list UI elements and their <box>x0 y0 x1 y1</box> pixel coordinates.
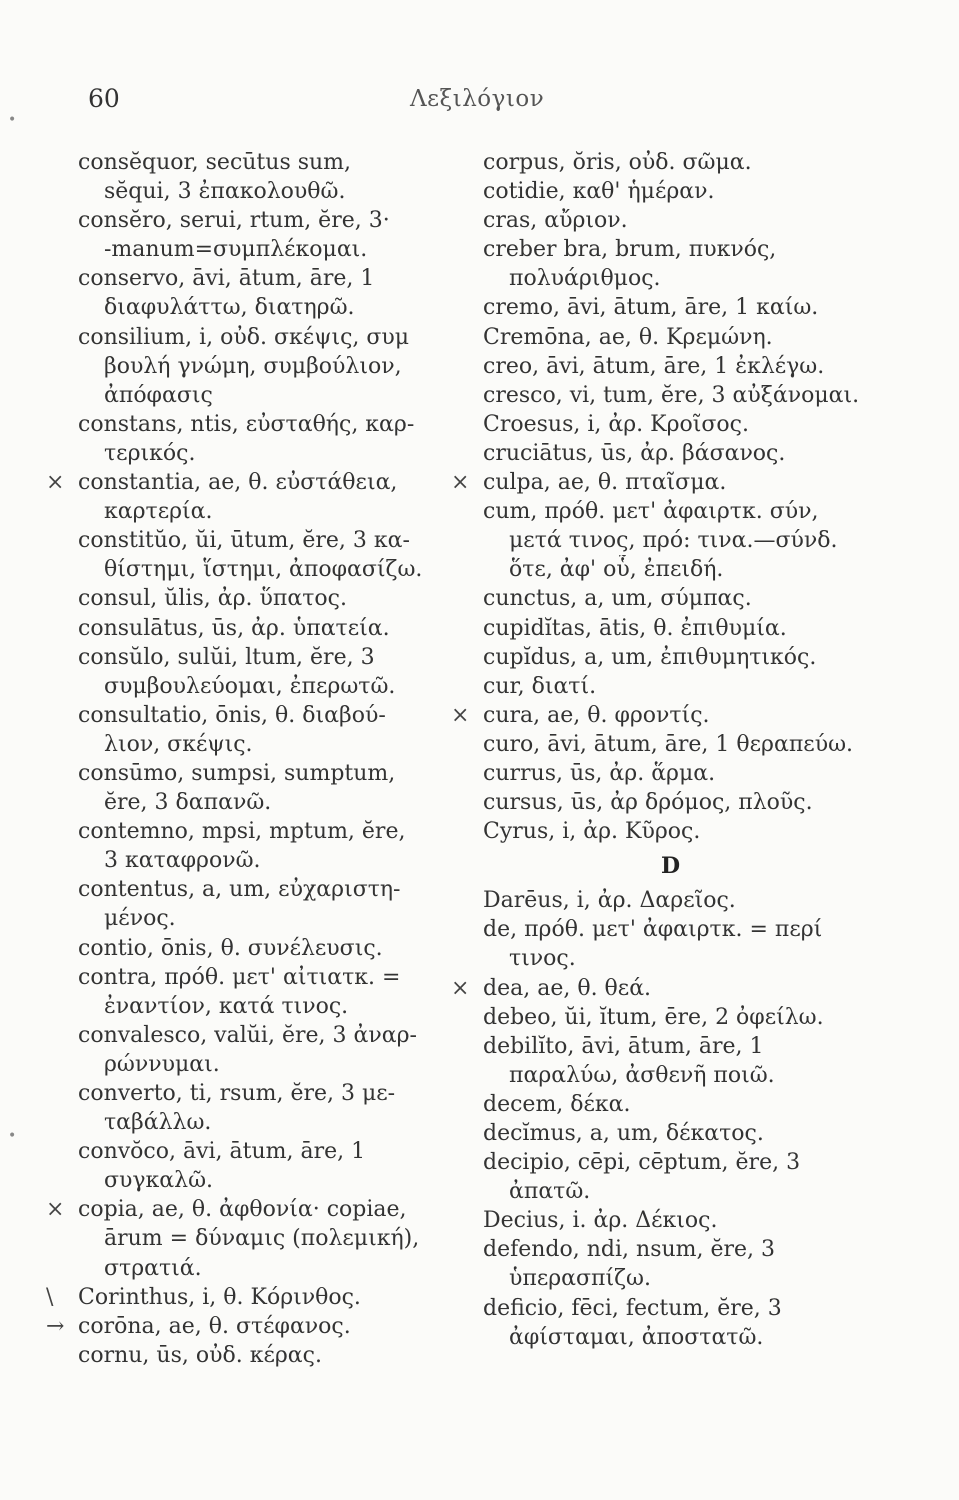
dictionary-entry <box>78 1137 473 1195</box>
dictionary-entry <box>483 381 878 410</box>
margin-mark: × <box>451 470 470 496</box>
dictionary-entry <box>483 730 878 759</box>
margin-dot: • <box>8 112 17 128</box>
dictionary-entry <box>483 1003 878 1032</box>
entry-headword-line: dea, ae, θ. θεά. <box>483 975 652 1001</box>
entry-headword-line: cornu, ūs, οὐδ. κέρας. <box>78 1342 322 1368</box>
dictionary-entry <box>78 323 473 410</box>
margin-mark: \ <box>46 1284 54 1310</box>
entry-continuation-line: καρτερία. <box>104 499 213 525</box>
entry-continuation-line: λιον, σκέψις. <box>104 731 253 757</box>
entry-headword-line: consŭlo, sulŭi, ltum, ĕre, 3 <box>78 644 375 670</box>
entry-continuation-line: διαφυλάττω, διατηρῶ. <box>104 295 355 321</box>
dictionary-entry <box>483 1294 878 1352</box>
entry-headword-line: culpa, ae, θ. πταῖσμα. <box>483 470 727 496</box>
entry-headword-line: cremo, āvi, ātum, āre, 1 καίω. <box>483 295 819 321</box>
entry-headword-line: consūmo, sumpsi, sumptum, <box>78 760 396 786</box>
dictionary-entry <box>78 584 473 613</box>
dictionary-entry <box>483 206 878 235</box>
margin-mark: → <box>46 1313 65 1339</box>
entry-continuation-line: ἐναντίον, κατά τινος. <box>104 993 349 1019</box>
dictionary-entry <box>78 410 473 468</box>
entry-headword-line: corōna, ae, θ. στέφανος. <box>78 1313 351 1339</box>
entry-headword-line: consĕquor, secūtus sum, <box>78 150 352 175</box>
entry-headword-line: contra, πρόθ. μετ' αἰτιατκ. = <box>78 964 401 990</box>
entry-headword-line: decem, δέκα. <box>483 1091 631 1117</box>
dictionary-entry <box>483 177 878 206</box>
dictionary-entry <box>78 759 473 817</box>
page-number: 60 <box>88 84 120 113</box>
dictionary-entry <box>483 352 878 381</box>
left-column <box>46 148 473 1370</box>
dictionary-entry <box>483 410 878 439</box>
entry-headword-line: convŏco, āvi, ātum, āre, 1 <box>78 1139 366 1165</box>
entry-continuation-line: ἀπατῶ. <box>509 1179 591 1205</box>
entry-continuation-line: παραλύω, ἀσθενῆ ποιῶ. <box>509 1062 775 1088</box>
dictionary-entry <box>451 468 878 497</box>
entry-headword-line: de, πρόθ. μετ' ἀφαιρτκ. = περί <box>483 917 823 943</box>
entry-headword-line: cur, διατί. <box>483 673 597 699</box>
entry-headword-line: curo, āvi, ātum, āre, 1 θεραπεύω. <box>483 731 854 757</box>
margin-dot: • <box>8 1128 17 1144</box>
entry-headword-line: consĕro, serui, rtum, ĕre, 3· <box>78 208 390 234</box>
entry-continuation-line: μετά τινος, πρό: τινα.—σύνδ. <box>509 528 838 554</box>
entry-headword-line: cresco, vi, tum, ĕre, 3 αὐξάνομαι. <box>483 382 860 408</box>
dictionary-entry <box>483 788 878 817</box>
entry-continuation-line: συγκαλῶ. <box>104 1168 214 1194</box>
dictionary-entry <box>483 235 878 293</box>
entry-headword-line: cursus, ūs, ἀρ δρόμος, πλοῦς. <box>483 790 813 816</box>
dictionary-entry <box>451 701 878 730</box>
margin-mark: × <box>46 470 65 496</box>
entry-headword-line: consultatio, ōnis, θ. διαβού- <box>78 702 386 728</box>
entry-headword-line: Croesus, i, ἀρ. Κροῖσος. <box>483 411 749 437</box>
dictionary-entry <box>78 701 473 759</box>
entry-headword-line: converto, ti, rsum, ĕre, 3 με- <box>78 1081 396 1106</box>
entry-headword-line: contentus, a, um, εὐχαριστη- <box>78 877 401 903</box>
entry-headword-line: constitŭo, ŭi, ūtum, ĕre, 3 κα- <box>78 528 410 554</box>
dictionary-entry <box>78 206 473 264</box>
entry-continuation-line: μένος. <box>104 906 176 932</box>
margin-mark: × <box>46 1197 65 1223</box>
entry-continuation-line: ārum = δύναμις (πολεμική), <box>104 1226 420 1252</box>
dictionary-entry <box>483 323 878 352</box>
entry-headword-line: creo, āvi, ātum, āre, 1 ἐκλέγω. <box>483 353 825 379</box>
entry-continuation-line: ὅτε, ἀφ' οὗ, ἐπειδή. <box>509 557 724 583</box>
entry-headword-line: cupĭdus, a, um, ἐπιθυμητικός. <box>483 644 817 670</box>
entry-headword-line: decipio, cēpi, cēptum, ĕre, 3 <box>483 1150 801 1176</box>
right-column <box>451 148 878 1352</box>
entry-headword-line: creber bra, brum, πυκνός, <box>483 237 777 263</box>
entry-headword-line: Decius, i. ἀρ. Δέκιος. <box>483 1208 718 1234</box>
dictionary-entry <box>78 963 473 1021</box>
entry-continuation-line: τινος. <box>509 946 576 972</box>
running-title: Λεξιλόγιον <box>410 86 545 112</box>
dictionary-entry <box>483 1206 878 1235</box>
entry-headword-line: contio, ōnis, θ. συνέλευσις. <box>78 935 383 961</box>
entry-headword-line: cupidĭtas, ātis, θ. ἐπιθυμία. <box>483 615 787 641</box>
dictionary-entry <box>483 886 878 915</box>
entry-headword-line: consulātus, ūs, ἀρ. ὑπατεία. <box>78 615 390 641</box>
dictionary-entry <box>483 1148 878 1206</box>
entry-continuation-line: ρώννυμαι. <box>104 1051 220 1077</box>
entry-continuation-line: sĕqui, 3 ἐπακολουθῶ. <box>104 179 346 205</box>
dictionary-entry <box>451 974 878 1003</box>
entry-headword-line: consilium, i, οὐδ. σκέψις, συμ <box>78 324 410 350</box>
entry-headword-line: debilĭto, āvi, ātum, āre, 1 <box>483 1033 764 1059</box>
dictionary-entry <box>78 148 473 206</box>
entry-headword-line: decĭmus, a, um, δέκατος. <box>483 1121 764 1146</box>
entry-continuation-line: ἀφίσταμαι, ἀποστατῶ. <box>509 1324 764 1350</box>
dictionary-entry <box>483 672 878 701</box>
dictionary-entry <box>483 817 878 846</box>
entry-headword-line: convalesco, valŭi, ĕre, 3 ἀναρ- <box>78 1022 417 1048</box>
dictionary-entry <box>483 1090 878 1119</box>
entry-headword-line: copia, ae, θ. ἀφθονία· copiae, <box>78 1197 407 1223</box>
margin-mark: × <box>451 975 470 1001</box>
dictionary-entry <box>78 817 473 875</box>
dictionary-entry <box>46 1195 473 1282</box>
entry-headword-line: corpus, ŏris, οὐδ. σῶμα. <box>483 150 752 175</box>
entry-headword-line: consul, ŭlis, ἀρ. ὕπατος. <box>78 586 347 612</box>
entry-headword-line: constans, ntis, εὐσταθής, καρ- <box>78 411 415 437</box>
entry-headword-line: cum, πρόθ. μετ' ἀφαιρτκ. σύν, <box>483 499 819 525</box>
entry-continuation-line: ĕre, 3 δαπανῶ. <box>104 790 272 816</box>
entry-continuation-line: στρατιά. <box>104 1255 202 1281</box>
entry-continuation-line: πολυάριθμος. <box>509 266 661 292</box>
entry-continuation-line: συμβουλεύομαι, ἐπερωτῶ. <box>104 673 396 699</box>
dictionary-entry <box>483 439 878 468</box>
dictionary-entry <box>78 614 473 643</box>
entry-headword-line: conservo, āvi, ātum, āre, 1 <box>78 266 375 292</box>
entry-continuation-line: βουλή γνώμη, συμβούλιον, <box>104 353 402 379</box>
dictionary-entry <box>78 1021 473 1079</box>
dictionary-entry <box>483 1119 878 1148</box>
dictionary-entry <box>483 293 878 322</box>
dictionary-entry <box>46 468 473 526</box>
entry-continuation-line: ἀπόφασις <box>104 382 213 408</box>
dictionary-entry <box>78 643 473 701</box>
entry-continuation-line: θίστημι, ἵστημι, ἀποφασίζω. <box>104 557 423 583</box>
dictionary-entry <box>78 1079 473 1137</box>
dictionary-entry <box>78 526 473 584</box>
entry-headword-line: contemno, mpsi, mptum, ĕre, <box>78 819 406 845</box>
dictionary-entry <box>483 1235 878 1293</box>
section-letter: D <box>660 853 681 880</box>
entry-continuation-line: -manum=συμπλέκομαι. <box>104 237 368 263</box>
entry-headword-line: constantia, ae, θ. εὐστάθεια, <box>78 470 398 496</box>
entry-continuation-line: 3 καταφρονῶ. <box>104 848 261 874</box>
margin-mark: × <box>451 702 470 728</box>
dictionary-entry <box>78 934 473 963</box>
dictionary-entry <box>483 759 878 788</box>
entry-headword-line: cunctus, a, um, σύμπας. <box>483 586 752 612</box>
dictionary-entry <box>483 915 878 973</box>
dictionary-entry <box>78 875 473 933</box>
dictionary-entry <box>483 148 878 177</box>
entry-headword-line: cotidie, καθ' ἡμέραν. <box>483 179 715 205</box>
dictionary-entry <box>483 497 878 584</box>
dictionary-entry <box>46 1283 473 1312</box>
entry-headword-line: Cyrus, i, ἀρ. Κῦρος. <box>483 819 701 845</box>
entry-continuation-line: ὑπερασπίζω. <box>509 1266 651 1292</box>
dictionary-entry <box>483 1032 878 1090</box>
entry-headword-line: currus, ūs, ἀρ. ἅρμα. <box>483 760 716 786</box>
entry-headword-line: cras, αὔριον. <box>483 208 628 234</box>
entry-headword-line: deficio, fēci, fectum, ĕre, 3 <box>483 1295 782 1321</box>
entry-headword-line: debeo, ŭi, ĭtum, ēre, 2 ὀφείλω. <box>483 1004 824 1030</box>
entry-headword-line: cura, ae, θ. φροντίς. <box>483 702 710 728</box>
entry-headword-line: Cremōna, ae, θ. Κρεμώνη. <box>483 324 773 350</box>
entry-headword-line: Darēus, i, ἀρ. Δαρεῖος. <box>483 888 736 914</box>
entry-continuation-line: ταβάλλω. <box>104 1110 212 1136</box>
entry-headword-line: Corinthus, i, θ. Κόρινθος. <box>78 1284 361 1310</box>
dictionary-entry <box>78 1341 473 1370</box>
entry-headword-line: defendo, ndi, nsum, ĕre, 3 <box>483 1237 776 1263</box>
dictionary-entry <box>483 584 878 613</box>
dictionary-entry <box>483 614 878 643</box>
entry-continuation-line: τερικός. <box>104 440 196 466</box>
dictionary-entry <box>483 643 878 672</box>
dictionary-entry <box>46 1312 473 1341</box>
dictionary-entry <box>78 264 473 322</box>
entry-headword-line: cruciātus, ūs, ἀρ. βάσανος. <box>483 440 786 466</box>
page-header <box>0 84 959 120</box>
